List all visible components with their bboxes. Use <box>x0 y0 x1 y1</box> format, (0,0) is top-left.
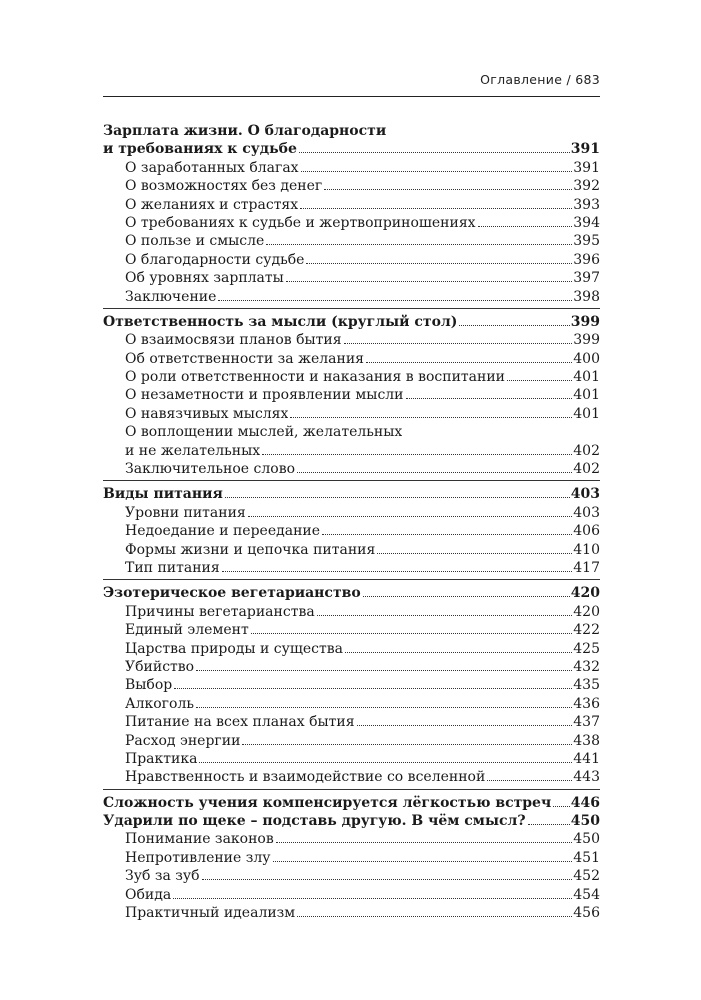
toc-subentry <box>103 331 600 349</box>
toc-subentry <box>103 251 600 269</box>
toc-subentry <box>103 849 600 867</box>
page-number: 392 <box>573 178 600 195</box>
dot-leader <box>218 300 572 301</box>
toc-chapter-entry <box>103 140 600 158</box>
toc-subentry <box>103 621 600 639</box>
dot-leader <box>306 263 572 264</box>
dot-leader <box>366 362 572 363</box>
chapter-title: Ударили по щеке – подставь другую. В чём смысл? <box>103 813 526 830</box>
page-number: 393 <box>573 196 600 213</box>
dot-leader <box>196 670 572 671</box>
dot-leader <box>507 380 572 381</box>
dot-leader <box>266 244 572 245</box>
page-number: 437 <box>573 714 600 731</box>
subsection-title: Питание на всех планах бытия <box>125 714 355 731</box>
page-number: 446 <box>570 794 600 811</box>
page-number: 402 <box>573 442 600 459</box>
toc-subentry <box>103 442 600 460</box>
page-number: 435 <box>573 677 600 694</box>
subsection-title: Тип питания <box>125 559 220 576</box>
chapter-title: и требованиях к судьбе <box>103 141 297 158</box>
dot-leader <box>242 744 572 745</box>
subsection-title: Убийство <box>125 658 195 675</box>
page-number: 450 <box>573 831 600 848</box>
toc-chapter-entry <box>103 313 600 331</box>
toc-subentry <box>103 232 600 250</box>
toc-subentry <box>103 904 600 922</box>
dot-leader <box>202 879 573 880</box>
page-number: 443 <box>573 769 600 786</box>
toc-section <box>103 485 600 580</box>
toc-subentry <box>103 196 600 214</box>
subsection-title: Зуб за зуб <box>125 868 200 885</box>
subsection-title: Единый элемент <box>125 622 249 639</box>
toc-subentry <box>103 522 600 540</box>
subsection-title: Нравственность и взаимодействие со вселенной <box>125 769 486 786</box>
page-number: 397 <box>573 270 600 287</box>
subsection-title: О благодарности судьбе <box>125 251 305 268</box>
subsection-title: Заключение <box>125 288 217 305</box>
page-number: 391 <box>573 159 600 176</box>
subsection-title: О желаниях и страстях <box>125 196 299 213</box>
dot-leader <box>317 615 573 616</box>
page-number: 420 <box>573 603 600 620</box>
toc-subentry <box>103 732 600 750</box>
dot-leader <box>262 454 572 455</box>
dot-leader <box>487 780 572 781</box>
subsection-title: О пользе и смысле <box>125 233 265 250</box>
dot-leader <box>322 534 572 535</box>
toc-subentry <box>103 350 600 368</box>
running-header: Оглавление / 683 <box>480 72 600 87</box>
toc-subentry <box>103 713 600 731</box>
dot-leader <box>251 633 573 634</box>
toc-subentry <box>103 750 600 768</box>
page-number: 401 <box>573 369 600 386</box>
subsection-title: Об уровнях зарплаты <box>125 270 284 287</box>
toc-section <box>103 794 600 925</box>
page-number: 395 <box>573 233 600 250</box>
table-of-contents <box>103 122 600 928</box>
chapter-title: Зарплата жизни. О благодарности <box>103 123 387 139</box>
subsection-title: Уровни питания <box>125 504 246 521</box>
page-number: 403 <box>573 504 600 521</box>
toc-subentry <box>103 504 600 522</box>
dot-leader <box>248 516 573 517</box>
toc-subentry <box>103 603 600 621</box>
subsection-title: Понимание законов <box>125 831 274 848</box>
page-number: 451 <box>573 849 600 866</box>
chapter-title: Эзотерическое вегетарианство <box>103 585 361 602</box>
subsection-title: Алкоголь <box>125 695 194 712</box>
dot-leader <box>196 707 572 708</box>
toc-subentry <box>103 288 600 306</box>
dot-leader <box>286 281 572 282</box>
subsection-title: Расход энергии <box>125 732 241 749</box>
toc-subentry <box>103 405 600 423</box>
page-number: 441 <box>573 750 600 767</box>
toc-subentry <box>103 368 600 386</box>
subsection-title: О роли ответственности и наказания в воспитании <box>125 369 506 386</box>
page-number: 425 <box>573 640 600 657</box>
chapter-title: Сложность учения компенсируется лёгкостью встреч <box>103 794 552 811</box>
dot-leader <box>363 596 570 597</box>
subsection-title: Недоедание и переедание <box>125 523 321 540</box>
toc-subentry <box>103 423 600 441</box>
chapter-title: Виды питания <box>103 486 223 503</box>
subsection-title: Причины вегетарианства <box>125 603 315 620</box>
toc-subentry <box>103 640 600 658</box>
dot-leader <box>299 152 570 153</box>
toc-chapter-entry <box>103 794 600 812</box>
page-number: 452 <box>573 868 600 885</box>
page-number: 394 <box>573 214 600 231</box>
toc-chapter-entry <box>103 122 600 140</box>
toc-subentry <box>103 867 600 885</box>
dot-leader <box>297 472 572 473</box>
page-number: 401 <box>573 405 600 422</box>
toc-subentry <box>103 541 600 559</box>
toc-subentry <box>103 695 600 713</box>
toc-subentry <box>103 658 600 676</box>
dot-leader <box>301 171 573 172</box>
page-number: 401 <box>573 387 600 404</box>
dot-leader <box>290 417 572 418</box>
dot-leader <box>528 824 570 825</box>
dot-leader <box>300 208 572 209</box>
toc-subentry <box>103 269 600 287</box>
subsection-title: Выбор <box>125 677 173 694</box>
dot-leader <box>553 806 570 807</box>
subsection-title: Об ответственности за желания <box>125 350 364 367</box>
page-number: 417 <box>573 559 600 576</box>
subsection-title: Непротивление злу <box>125 849 271 866</box>
dot-leader <box>199 762 572 763</box>
subsection-title: Практичный идеализм <box>125 905 296 922</box>
page-number: 406 <box>573 523 600 540</box>
page-number: 391 <box>570 141 600 158</box>
toc-subentry <box>103 386 600 404</box>
toc-subentry <box>103 159 600 177</box>
page-number: 456 <box>573 905 600 922</box>
dot-leader <box>297 916 572 917</box>
page-number: 410 <box>573 541 600 558</box>
dot-leader <box>276 842 573 843</box>
subsection-title: Царства природы и существа <box>125 640 343 657</box>
dot-leader <box>324 189 572 190</box>
dot-leader <box>478 226 573 227</box>
dot-leader <box>345 652 572 653</box>
subsection-title: Обида <box>125 886 172 903</box>
dot-leader <box>174 688 572 689</box>
subsection-title: О взаимосвязи планов бытия <box>125 332 342 349</box>
page-number: 399 <box>573 332 600 349</box>
subsection-title: Формы жизни и цепочка питания <box>125 541 376 558</box>
dot-leader <box>222 571 573 572</box>
subsection-title: Практика <box>125 750 198 767</box>
chapter-title: Ответственность за мысли (круглый стол) <box>103 313 458 330</box>
dot-leader <box>377 553 572 554</box>
toc-subentry <box>103 559 600 577</box>
dot-leader <box>344 343 573 344</box>
subsection-title: Заключительное слово <box>125 461 296 478</box>
page-number: 402 <box>573 461 600 478</box>
subsection-title: О возможностях без денег <box>125 178 323 195</box>
subsection-title: О навязчивых мыслях <box>125 405 289 422</box>
header-rule <box>103 96 600 97</box>
page-number: 403 <box>570 486 600 503</box>
toc-subentry <box>103 177 600 195</box>
dot-leader <box>225 497 570 498</box>
toc-subentry <box>103 768 600 786</box>
page-number: 399 <box>570 313 600 330</box>
subsection-title: О заработанных благах <box>125 159 299 176</box>
page-number: 398 <box>573 288 600 305</box>
page-number: 454 <box>573 886 600 903</box>
toc-section <box>103 122 600 309</box>
page-number: 450 <box>570 813 600 830</box>
subsection-title: и не желательных <box>125 442 261 459</box>
toc-chapter-entry <box>103 812 600 830</box>
dot-leader <box>357 725 573 726</box>
toc-subentry <box>103 676 600 694</box>
toc-chapter-entry <box>103 584 600 602</box>
dot-leader <box>173 898 572 899</box>
subsection-title: О воплощении мыслей, желательных <box>125 424 403 441</box>
page-number: 422 <box>573 622 600 639</box>
toc-section <box>103 313 600 482</box>
page-number: 396 <box>573 251 600 268</box>
page-number: 438 <box>573 732 600 749</box>
toc-section <box>103 584 600 789</box>
toc-chapter-entry <box>103 485 600 503</box>
dot-leader <box>273 861 573 862</box>
dot-leader <box>459 325 569 326</box>
page-number: 420 <box>570 585 600 602</box>
subsection-title: О незаметности и проявлении мысли <box>125 387 404 404</box>
toc-subentry <box>103 830 600 848</box>
toc-subentry <box>103 460 600 478</box>
toc-subentry <box>103 214 600 232</box>
page-number: 436 <box>573 695 600 712</box>
page-number: 400 <box>573 350 600 367</box>
toc-subentry <box>103 886 600 904</box>
dot-leader <box>406 398 573 399</box>
page-number: 432 <box>573 658 600 675</box>
subsection-title: О требованиях к судьбе и жертвоприношениях <box>125 214 476 231</box>
